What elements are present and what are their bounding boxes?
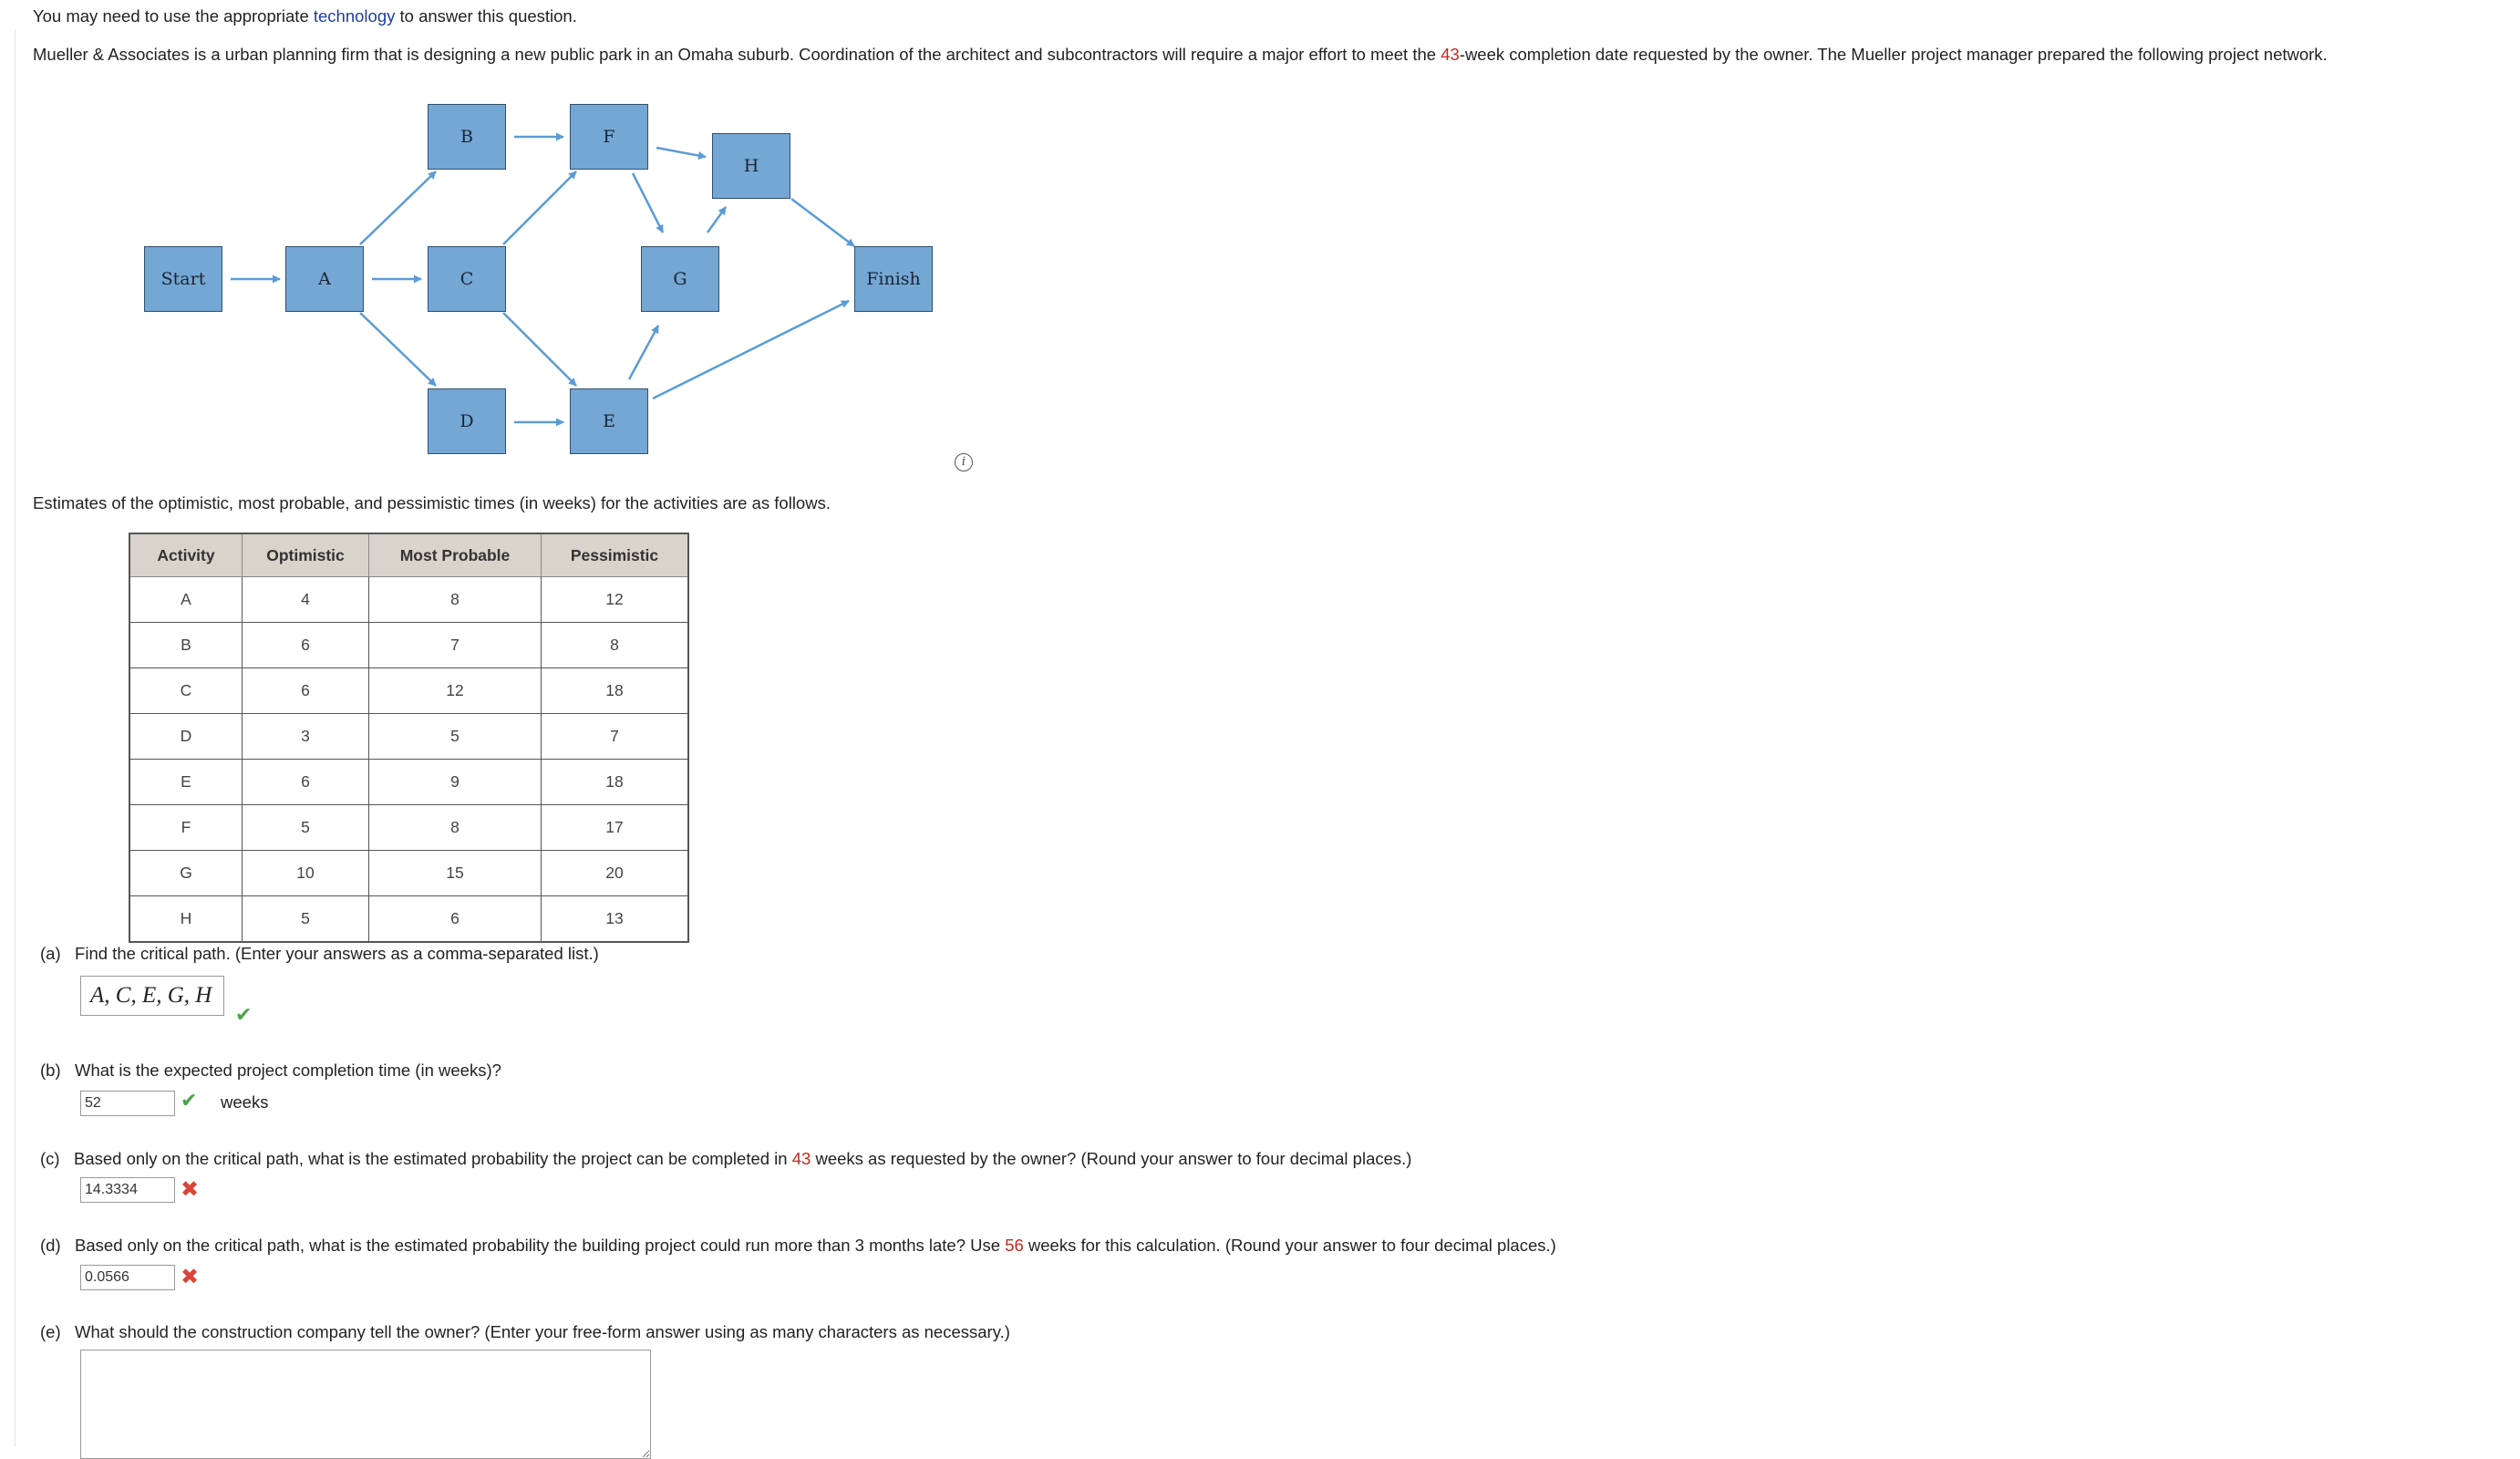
part-c-highlight: 43 xyxy=(791,1149,811,1168)
cell-activity: D xyxy=(129,714,243,760)
part-b-label: (b) xyxy=(40,1061,61,1080)
part-c-text-a: Based only on the critical path, what is the estimated probability the project can be completed in xyxy=(74,1149,788,1168)
part-a-question xyxy=(40,943,599,965)
node-b: B xyxy=(428,104,506,170)
part-b-correct-check-icon: ✔ xyxy=(181,1089,198,1112)
arrow-e-g xyxy=(629,326,658,379)
cell-activity: H xyxy=(129,896,243,943)
part-d-label: (d) xyxy=(40,1236,61,1255)
cell-most-probable: 5 xyxy=(369,714,542,760)
cell-pessimistic: 20 xyxy=(542,851,689,896)
table-row xyxy=(129,760,688,805)
part-c-label: (c) xyxy=(40,1149,60,1168)
node-d: D xyxy=(428,388,506,454)
cell-pessimistic: 17 xyxy=(542,805,689,851)
cell-most-probable: 6 xyxy=(369,896,542,943)
part-b-unit: weeks xyxy=(221,1092,269,1112)
part-d-text-b: weeks for this calculation. (Round your answer to four decimal places.) xyxy=(1028,1236,1556,1255)
cell-optimistic: 6 xyxy=(243,760,369,805)
header-most-probable: Most Probable xyxy=(369,533,542,577)
cell-activity: A xyxy=(129,577,243,623)
part-d-incorrect-cross-icon: ✖ xyxy=(181,1265,200,1289)
intro-suffix: to answer this question. xyxy=(399,6,577,26)
cell-pessimistic: 18 xyxy=(542,668,689,714)
arrow-a-d xyxy=(360,313,436,386)
problem-text-a: Mueller & Associates is a urban planning firm that is designing a new public park in an Omaha suburb. Coordination of the architect and subcontractors will require a major effort to meet the xyxy=(33,45,1437,64)
arrow-h-finish xyxy=(791,199,854,246)
estimates-table xyxy=(129,533,689,943)
header-optimistic: Optimistic xyxy=(243,533,369,577)
cell-optimistic: 6 xyxy=(243,623,369,668)
node-f: F xyxy=(570,104,648,170)
table-row xyxy=(129,851,688,896)
node-g: G xyxy=(641,246,719,312)
cell-most-probable: 8 xyxy=(369,805,542,851)
table-header-row xyxy=(129,533,688,577)
part-a-correct-check-icon: ✔ xyxy=(235,1003,253,1026)
arrow-g-h xyxy=(707,207,726,233)
arrow-e-finish xyxy=(653,301,849,398)
cell-optimistic: 5 xyxy=(243,805,369,851)
table-row xyxy=(129,714,688,760)
completion-time-input[interactable] xyxy=(80,1091,175,1116)
arrow-f-h xyxy=(656,148,706,157)
part-b-question xyxy=(40,1060,501,1081)
part-d-text-a: Based only on the critical path, what is the estimated probability the building project could run more than 3 months late? Use xyxy=(75,1236,1001,1255)
cell-most-probable: 12 xyxy=(369,668,542,714)
probability-43-input[interactable] xyxy=(80,1177,175,1203)
part-c-incorrect-cross-icon: ✖ xyxy=(181,1177,200,1202)
node-c: C xyxy=(428,246,506,312)
table-row xyxy=(129,668,688,714)
cell-most-probable: 8 xyxy=(369,577,542,623)
part-c-text-b: weeks as requested by the owner? (Round your answer to four decimal places.) xyxy=(815,1149,1412,1168)
cell-optimistic: 4 xyxy=(243,577,369,623)
technology-link[interactable]: technology xyxy=(313,6,396,26)
probability-late-input[interactable] xyxy=(80,1265,175,1290)
part-a-label: (a) xyxy=(40,944,61,963)
node-finish: Finish xyxy=(854,246,933,312)
part-c-question xyxy=(40,1148,1411,1170)
cell-pessimistic: 13 xyxy=(542,896,689,943)
problem-text-b: -week completion date requested by the owner. The Mueller project manager prepared the following project network. xyxy=(1459,45,2328,64)
part-e-label: (e) xyxy=(40,1322,61,1341)
estimates-intro: Estimates of the optimistic, most probable, and pessimistic times (in weeks) for the activities are as follows. xyxy=(33,493,831,512)
cell-most-probable: 15 xyxy=(369,851,542,896)
node-h: H xyxy=(712,133,790,199)
arrow-c-f xyxy=(503,171,576,244)
table-row xyxy=(129,623,688,668)
cell-activity: B xyxy=(129,623,243,668)
cell-activity: E xyxy=(129,760,243,805)
cell-optimistic: 10 xyxy=(243,851,369,896)
node-start: Start xyxy=(144,246,222,312)
table-row xyxy=(129,577,688,623)
cell-activity: F xyxy=(129,805,243,851)
part-d-highlight: 56 xyxy=(1005,1236,1024,1255)
cell-activity: G xyxy=(129,851,243,896)
cell-pessimistic: 7 xyxy=(542,714,689,760)
table-row xyxy=(129,805,688,851)
cell-pessimistic: 12 xyxy=(542,577,689,623)
cell-most-probable: 9 xyxy=(369,760,542,805)
problem-highlight-weeks: 43 xyxy=(1441,45,1460,64)
part-a-text: Find the critical path. (Enter your answers as a comma-separated list.) xyxy=(75,944,599,963)
header-activity: Activity xyxy=(129,533,243,577)
info-icon[interactable]: i xyxy=(955,453,973,471)
arrow-a-b xyxy=(360,171,436,244)
cell-optimistic: 6 xyxy=(243,668,369,714)
cell-most-probable: 7 xyxy=(369,623,542,668)
part-d-question xyxy=(40,1235,1556,1257)
part-e-text: What should the construction company tell the owner? (Enter your free-form answer using as many characters as necessary.) xyxy=(75,1322,1010,1341)
node-a: A xyxy=(285,246,364,312)
intro-prefix: You may need to use the appropriate xyxy=(33,6,309,26)
part-e-question xyxy=(40,1321,1010,1343)
node-e: E xyxy=(570,388,648,454)
cell-pessimistic: 8 xyxy=(542,623,689,668)
cell-optimistic: 3 xyxy=(243,714,369,760)
header-pessimistic: Pessimistic xyxy=(542,533,689,577)
cell-activity: C xyxy=(129,668,243,714)
part-b-text: What is the expected project completion time (in weeks)? xyxy=(75,1061,501,1080)
owner-advice-textarea[interactable] xyxy=(80,1350,651,1459)
arrow-f-g xyxy=(633,173,663,233)
cell-pessimistic: 18 xyxy=(542,760,689,805)
critical-path-input[interactable]: A, C, E, G, H xyxy=(80,976,224,1016)
arrow-c-e xyxy=(503,313,576,386)
cell-optimistic: 5 xyxy=(243,896,369,943)
table-row xyxy=(129,896,688,943)
